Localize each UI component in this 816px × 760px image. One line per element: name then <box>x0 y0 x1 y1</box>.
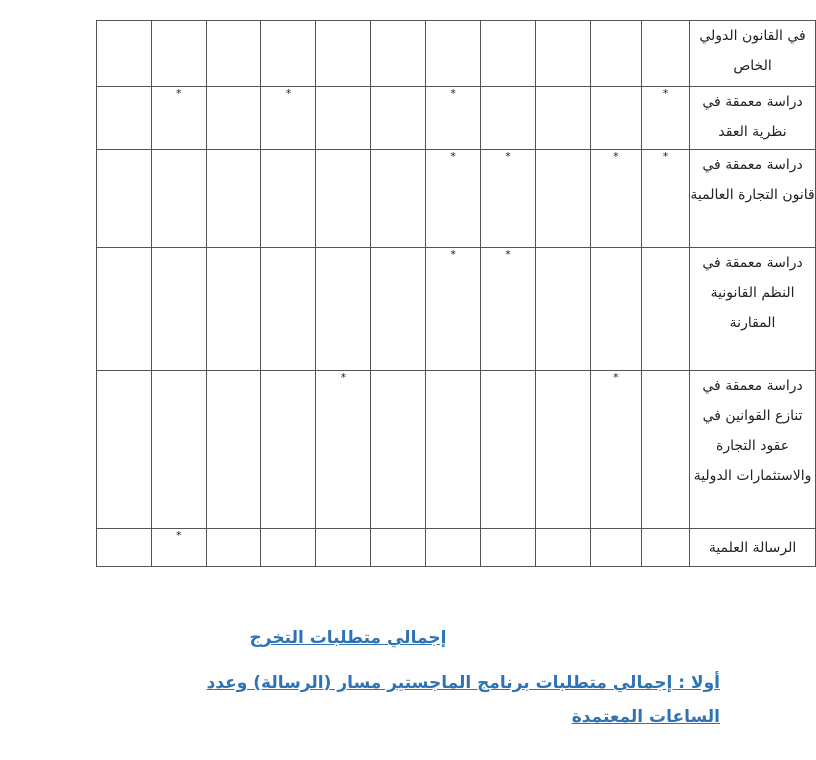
mark-cell <box>206 21 261 87</box>
mark-cell <box>97 150 152 248</box>
master-thesis-requirements-heading: أولا : إجمالي متطلبات برنامج الماجستير مسار (الرسالة) وعدد الساعات المعتمدة <box>206 673 720 727</box>
mark-cell: * <box>426 87 481 150</box>
mark-cell <box>261 371 316 529</box>
mark-cell: * <box>316 371 371 529</box>
mark-cell <box>641 529 689 567</box>
mark-cell <box>151 248 206 371</box>
mark-cell <box>261 529 316 567</box>
mark-cell: * <box>151 87 206 150</box>
course-name-cell: دراسة معمقة في النظم القانونية المقارنة <box>690 248 816 371</box>
mark-cell <box>641 371 689 529</box>
mark-cell <box>261 248 316 371</box>
mark-cell <box>97 529 152 567</box>
table-row <box>97 150 816 248</box>
mark-cell: * <box>641 87 689 150</box>
mark-cell <box>590 248 641 371</box>
mark-cell <box>151 150 206 248</box>
mark-cell <box>371 371 426 529</box>
courses-outcomes-table <box>96 20 816 567</box>
mark-cell <box>371 87 426 150</box>
course-name-cell: دراسة معمقة في قانون التجارة العالمية <box>690 150 816 248</box>
course-name-cell: الرسالة العلمية <box>690 529 816 567</box>
table-row <box>97 248 816 371</box>
mark-cell <box>426 529 481 567</box>
mark-cell <box>151 371 206 529</box>
mark-cell <box>371 529 426 567</box>
course-name-cell: دراسة معمقة في نظرية العقد <box>690 87 816 150</box>
mark-cell <box>97 21 152 87</box>
mark-cell <box>590 529 641 567</box>
mark-cell <box>590 21 641 87</box>
mark-cell <box>481 529 536 567</box>
course-name-cell: في القانون الدولي الخاص <box>690 21 816 87</box>
mark-cell <box>151 21 206 87</box>
mark-cell <box>316 21 371 87</box>
mark-cell <box>97 248 152 371</box>
mark-cell: * <box>590 371 641 529</box>
table-row <box>97 21 816 87</box>
mark-cell <box>316 248 371 371</box>
mark-cell <box>316 529 371 567</box>
mark-cell <box>536 248 591 371</box>
mark-cell <box>481 371 536 529</box>
mark-cell <box>371 150 426 248</box>
mark-cell <box>481 87 536 150</box>
mark-cell <box>426 371 481 529</box>
mark-cell <box>371 248 426 371</box>
mark-cell <box>206 150 261 248</box>
mark-cell <box>261 21 316 87</box>
mark-cell: * <box>151 529 206 567</box>
mark-cell: * <box>426 150 481 248</box>
mark-cell <box>481 21 536 87</box>
table-row <box>97 529 816 567</box>
mark-cell <box>536 21 591 87</box>
mark-cell <box>371 21 426 87</box>
mark-cell <box>206 87 261 150</box>
mark-cell <box>206 371 261 529</box>
table-body <box>97 21 816 567</box>
mark-cell: * <box>481 150 536 248</box>
mark-cell <box>97 371 152 529</box>
mark-cell <box>316 150 371 248</box>
mark-cell <box>590 87 641 150</box>
mark-cell <box>536 150 591 248</box>
mark-cell: * <box>426 248 481 371</box>
mark-cell <box>261 150 316 248</box>
mark-cell <box>206 529 261 567</box>
mark-cell <box>641 21 689 87</box>
mark-cell <box>206 248 261 371</box>
mark-cell <box>426 21 481 87</box>
mark-cell <box>641 248 689 371</box>
course-name-cell: دراسة معمقة في تنازع القوانين في عقود التجارة والاستثمارات الدولية <box>690 371 816 529</box>
mark-cell: * <box>590 150 641 248</box>
mark-cell <box>536 371 591 529</box>
mark-cell <box>536 529 591 567</box>
mark-cell: * <box>641 150 689 248</box>
mark-cell: * <box>261 87 316 150</box>
mark-cell <box>97 87 152 150</box>
mark-cell: * <box>481 248 536 371</box>
graduation-requirements-heading: إجمالي متطلبات التخرج <box>249 628 447 648</box>
mark-cell <box>316 87 371 150</box>
table-row <box>97 371 816 529</box>
table-row <box>97 87 816 150</box>
mark-cell <box>536 87 591 150</box>
